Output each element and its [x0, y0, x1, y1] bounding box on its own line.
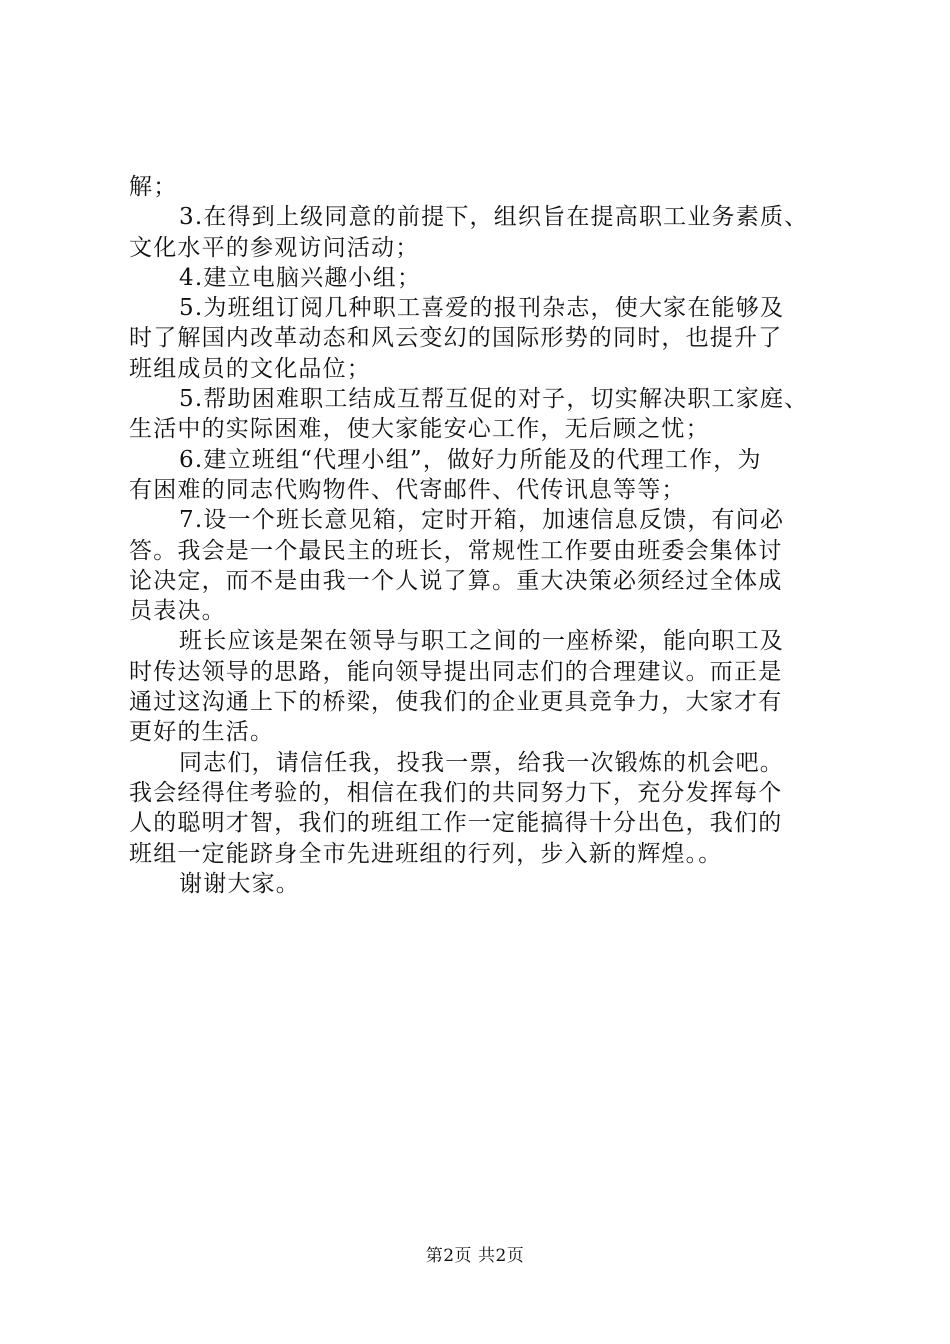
text-line: 文化水平的参观访问活动；	[129, 234, 420, 261]
text-line: 班组成员的文化品位；	[129, 355, 371, 382]
text-line: 7.设一个班长意见箱，定时开箱，加速信息反馈，有问必	[179, 507, 785, 534]
text-line: 论决定，而不是由我一个人说了算。重大决策必须经过全体成	[129, 567, 783, 594]
text-line: 员表决。	[129, 598, 226, 625]
text-line: 4.建立电脑兴趣小组；	[179, 264, 422, 291]
text-line: 时了解国内改革动态和风云变幻的国际形势的同时，也提升了	[129, 325, 783, 352]
page-number-footer: 第2页 共2页	[425, 1246, 525, 1266]
text-line: 同志们，请信任我，投我一票，给我一次锻炼的机会吧。	[179, 749, 784, 776]
text-line: 3.在得到上级同意的前提下，组织旨在提高职工业务素质、	[179, 204, 809, 231]
text-line: 谢谢大家。	[179, 870, 300, 897]
text-line: 班长应该是架在领导与职工之间的一座桥梁，能向职工及	[179, 628, 784, 655]
text-line: 生活中的实际困难，使大家能安心工作，无后顾之忧；	[129, 416, 710, 443]
text-line: 更好的生活。	[129, 719, 275, 746]
text-line: 6.建立班组“代理小组”，做好力所能及的代理工作，为	[179, 446, 762, 473]
text-line: 通过这沟通上下的桥梁，使我们的企业更具竞争力，大家才有	[129, 689, 783, 716]
text-line: 我会经得住考验的，相信在我们的共同努力下，充分发挥每个	[129, 779, 783, 806]
text-line: 有困难的同志代购物件、代寄邮件、代传讯息等等；	[129, 476, 686, 503]
text-line: 班组一定能跻身全市先进班组的行列，步入新的辉煌。。	[129, 840, 723, 867]
text-line: 答。我会是一个最民主的班长，常规性工作要由班委会集体讨	[129, 537, 783, 564]
text-line: 解；	[129, 174, 178, 200]
text-line: 时传达领导的思路，能向领导提出同志们的合理建议。而正是	[129, 658, 783, 685]
text-line: 人的聪明才智，我们的班组工作一定能搞得十分出色，我们的	[129, 810, 783, 837]
document-body	[129, 172, 835, 899]
text-line: 5.为班组订阅几种职工喜爱的报刊杂志，使大家在能够及	[179, 295, 785, 322]
text-line: 5.帮助困难职工结成互帮互促的对子，切实解决职工家庭、	[179, 386, 809, 413]
